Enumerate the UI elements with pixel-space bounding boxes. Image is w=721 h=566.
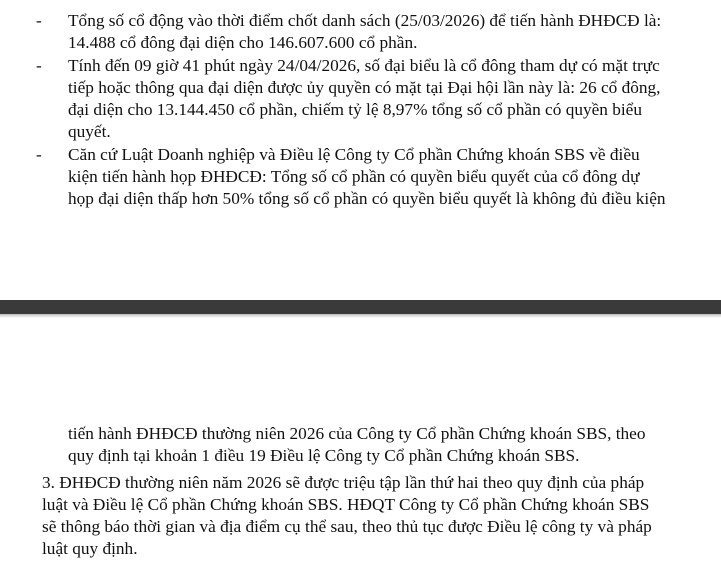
page-break-shadow <box>0 314 721 318</box>
item-3-line-3: sẽ thông báo thời gian và địa điểm cụ thể sau, theo thủ tục được Điều lệ công ty và pháp <box>42 517 652 536</box>
bullet-2-line-4: quyết. <box>68 122 111 141</box>
item-3-line-2: luật và Điều lệ Cổ phần Chứng khoán SBS. HĐQT Công ty Cổ phần Chứng khoán SBS <box>42 495 650 514</box>
item-3-line-1: 3. ĐHĐCĐ thường niên năm 2026 sẽ được triệu tập lần thứ hai theo quy định của pháp <box>42 473 645 492</box>
bullet-1-line-2: 14.488 cổ đông đại diện cho 146.607.600 cổ phần. <box>68 33 418 52</box>
bullet-2-line-1: Tính đến 09 giờ 41 phút ngày 24/04/2026, số đại biểu là cổ đông tham dự có mặt trực <box>68 56 660 75</box>
continuation-line-2: quy định tại khoản 1 điều 19 Điều lệ Công ty Cổ phần Chứng khoán SBS. <box>68 446 580 465</box>
bullet-3-line-1: Căn cứ Luật Doanh nghiệp và Điều lệ Công ty Cổ phần Chứng khoán SBS về điều <box>68 145 640 164</box>
bullet-3-line-3: họp đại diện thấp hơn 50% tổng số cổ phần có quyền biểu quyết là không đủ điều kiện <box>68 189 666 208</box>
bullet-1-line-1: Tổng số cổ động vào thời điểm chốt danh sách (25/03/2026) để tiến hành ĐHĐCĐ là: <box>68 11 662 30</box>
item-3-line-4: luật quy định. <box>42 539 138 558</box>
bullet-2-line-2: tiếp hoặc thông qua đại diện được ủy quyền có mặt tại Đại hội lần này là: 26 cổ đông, <box>68 78 661 97</box>
page-break-divider <box>0 300 721 314</box>
bullet-3-line-2: kiện tiến hành họp ĐHĐCĐ: Tổng số cổ phần có quyền biểu quyết của cổ đông dự <box>68 167 640 186</box>
bullet-marker: - <box>36 145 42 164</box>
bullet-marker: - <box>36 56 42 75</box>
bullet-2-line-3: đại diện cho 13.144.450 cổ phần, chiếm tỷ lệ 8,97% tổng số cổ phần có quyền biểu <box>68 100 642 119</box>
bullet-marker: - <box>36 11 42 30</box>
continuation-line-1: tiến hành ĐHĐCĐ thường niên 2026 của Công ty Cổ phần Chứng khoán SBS, theo <box>68 424 646 443</box>
